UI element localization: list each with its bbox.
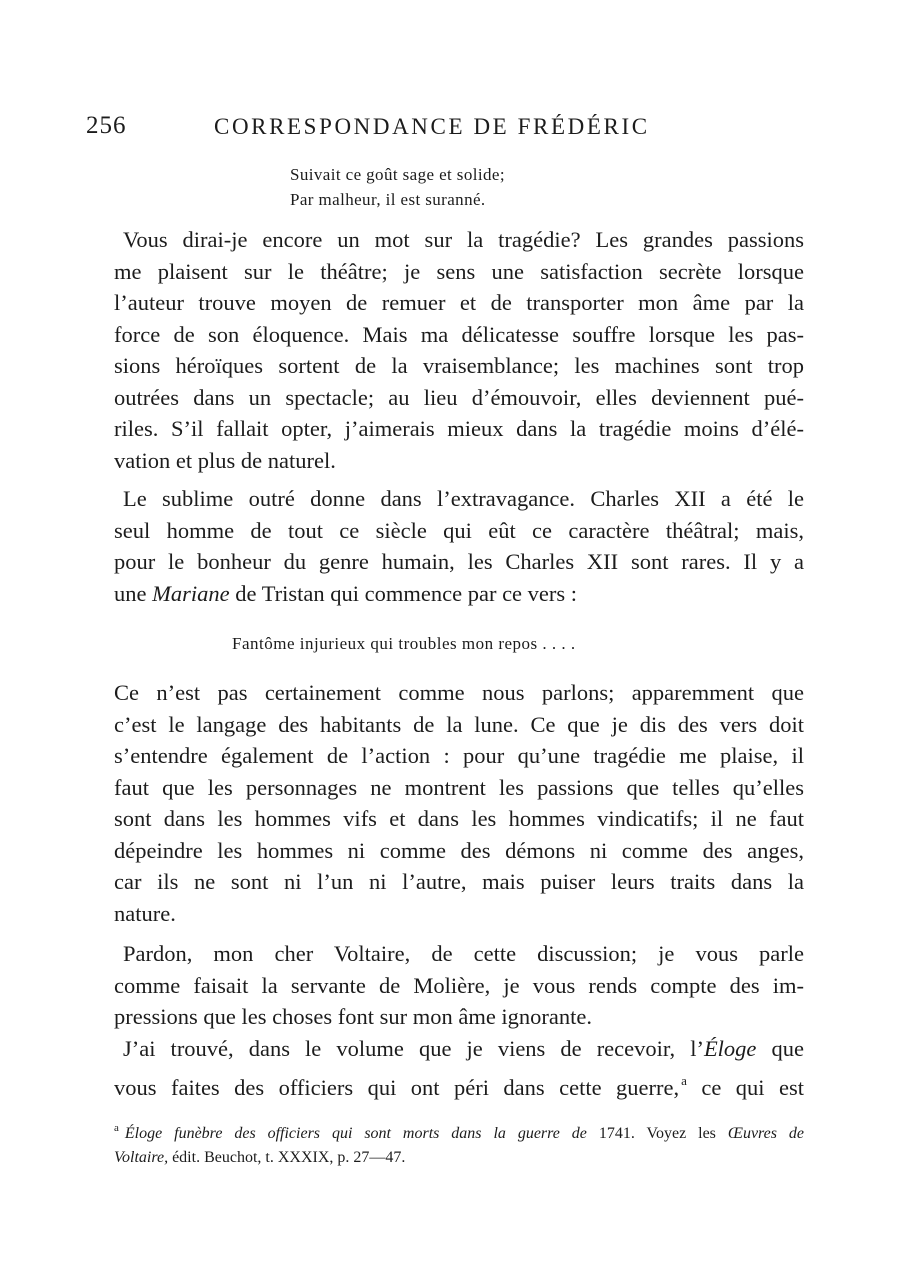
text-fragment: de Tristan qui commence par ce vers : bbox=[235, 580, 578, 606]
text-line: me plaisent sur le théâtre; je sens une satisfaction secrète lorsque bbox=[114, 258, 804, 284]
text-line bbox=[114, 1065, 804, 1104]
text-line: Vous dirai-je encore un mot sur la tragédie? Les grandes passions bbox=[123, 227, 804, 252]
footnote bbox=[114, 1116, 804, 1170]
text-line: Le sublime outré donne dans l’extravagance. Charles XII a été le bbox=[123, 486, 804, 511]
footnote-text: édit. Beuchot, t. XXXIX, p. 27—47. bbox=[172, 1149, 406, 1166]
text-line: car ils ne sont ni l’un ni l’autre, mais puiser leurs traits dans la bbox=[114, 869, 804, 894]
paragraph-pardon bbox=[114, 938, 804, 1033]
running-title: CORRESPONDANCE DE FRÉDÉRIC bbox=[214, 114, 650, 139]
italic-title: Éloge bbox=[703, 1036, 757, 1061]
text-line: pour le bonheur du genre humain, les Charles XII sont rares. Il y a bbox=[114, 549, 804, 574]
text-line: c’est le langage des habitants de la lune. Ce que je dis des vers doit bbox=[114, 711, 804, 737]
text-fragment: J’ai trouvé, dans le volume que je viens de recevoir, l’ bbox=[123, 1036, 704, 1061]
page-header bbox=[86, 112, 816, 152]
footnote-italic: Éloge funèbre des officiers qui sont morts dans la guerre de bbox=[124, 1125, 587, 1142]
text-line: force de son éloquence. Mais ma délicatesse souffre lorsque les pas- bbox=[114, 321, 804, 347]
text-line: Ce n’est pas certainement comme nous parlons; apparemment que bbox=[114, 680, 804, 705]
text-line: vation et plus de naturel. bbox=[114, 447, 336, 473]
text-line: Pardon, mon cher Voltaire, de cette discussion; je vous parle bbox=[123, 941, 804, 966]
text-line: comme faisait la servante de Molière, je vous rends compte des im- bbox=[114, 972, 804, 998]
text-line bbox=[114, 1033, 804, 1065]
verse-excerpt bbox=[290, 162, 505, 212]
text-line bbox=[114, 578, 804, 610]
verse-line: Suivait ce goût sage et solide; bbox=[290, 165, 505, 184]
paragraph-language bbox=[114, 677, 804, 929]
text-fragment: que bbox=[771, 1036, 804, 1061]
text-line: s’entendre également de l’action : pour qu’une tragédie me plaise, il bbox=[114, 743, 804, 768]
footnote-line bbox=[114, 1116, 804, 1146]
text-fragment: une bbox=[114, 580, 147, 606]
text-line: outrées dans un spectacle; au lieu d’émouvoir, elles deviennent pué- bbox=[114, 384, 804, 410]
footnote-label: a bbox=[114, 1122, 119, 1134]
paragraph-tragedy bbox=[114, 224, 804, 476]
verse-line: Par malheur, il est suranné. bbox=[290, 190, 486, 209]
text-line: riles. S’il fallait opter, j’aimerais mieux dans la tragédie moins d’élé- bbox=[114, 416, 804, 441]
text-line: seul homme de tout ce siècle qui eût ce caractère théâtral; mais, bbox=[114, 517, 804, 543]
text-fragment: ce qui est bbox=[701, 1074, 804, 1100]
footnote-italic: Voltaire, bbox=[114, 1149, 169, 1166]
footnote-line bbox=[114, 1146, 804, 1170]
text-line: sont dans les hommes vifs et dans les hommes vindicatifs; il ne faut bbox=[114, 806, 804, 831]
paragraph-eloge bbox=[114, 1033, 804, 1103]
text-line: pressions que les choses font sur mon âme ignorante. bbox=[114, 1004, 593, 1029]
text-line: faut que les personnages ne montrent les passions que telles qu’elles bbox=[114, 774, 804, 800]
footnote-marker: a bbox=[681, 1072, 687, 1088]
text-line: l’auteur trouve moyen de remuer et de transporter mon âme par la bbox=[114, 290, 804, 315]
text-line: sions héroïques sortent de la vraisemblance; les machines sont trop bbox=[114, 353, 804, 378]
page-number: 256 bbox=[86, 112, 127, 139]
footnote-text: Voyez les bbox=[646, 1125, 716, 1142]
footnote-italic: Œuvres de bbox=[727, 1125, 805, 1142]
text-line: nature. bbox=[114, 900, 176, 926]
italic-title: Mariane bbox=[152, 580, 230, 606]
quoted-verse: Fantôme injurieux qui troubles mon repos . . . . bbox=[232, 634, 576, 653]
footnote-year: 1741. bbox=[598, 1125, 635, 1142]
text-fragment: vous faites des officiers qui ont péri dans cette guerre, bbox=[114, 1074, 680, 1100]
text-line: dépeindre les hommes ni comme des démons ni comme des anges, bbox=[114, 837, 804, 863]
paragraph-sublime bbox=[114, 483, 804, 609]
